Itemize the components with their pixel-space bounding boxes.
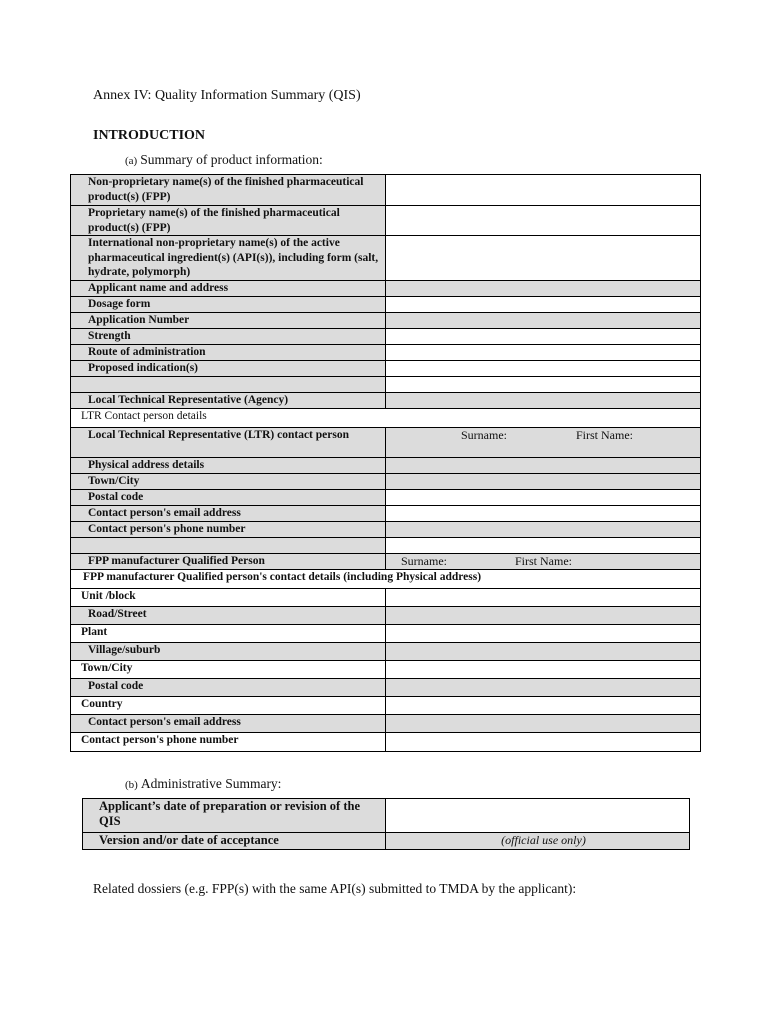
row-value-field[interactable] — [386, 733, 701, 752]
qualified-person-name-field[interactable] — [386, 554, 701, 570]
version-acceptance-field: (official use only) — [386, 833, 690, 850]
row-label: Contact person's phone number — [71, 733, 386, 752]
product-information-table — [70, 174, 701, 752]
row-value-field[interactable] — [386, 697, 701, 715]
row-label: International non-proprietary name(s) of the active pharmaceutical ingredient(s) (API(s)), including form (salt, hydrate, polymorph) — [71, 236, 386, 281]
row-label: Applicant’s date of preparation or revision of the QIS — [83, 799, 386, 833]
first-name-label: First Name: — [515, 554, 572, 568]
row-label: Local Technical Representative (LTR) contact person — [71, 428, 386, 458]
section-a-label: (a) — [125, 155, 138, 167]
row-label: Applicant name and address — [71, 281, 386, 297]
surname-label: Surname: — [461, 428, 507, 442]
row-label: FPP manufacturer Qualified Person — [71, 554, 386, 570]
surname-label: Surname: — [401, 554, 447, 568]
section-b-text: Administrative Summary: — [140, 776, 282, 791]
ltr-contact-person-name-field[interactable] — [386, 428, 701, 458]
row-value-field[interactable] — [386, 643, 701, 661]
section-heading-introduction: INTRODUCTION — [93, 128, 206, 143]
row-label: Physical address details — [71, 458, 386, 474]
row-label: Postal code — [71, 679, 386, 697]
row-label: Contact person's phone number — [71, 522, 386, 538]
row-label: Contact person's email address — [71, 506, 386, 522]
row-label: Proposed indication(s) — [71, 361, 386, 377]
row-value-field[interactable] — [386, 297, 701, 313]
row-label: Town/City — [71, 661, 386, 679]
row-label: Road/Street — [71, 607, 386, 625]
row-label: Proprietary name(s) of the finished pharmaceutical product(s) (FPP) — [71, 206, 386, 236]
row-value-field[interactable] — [386, 625, 701, 643]
row-value-field[interactable] — [386, 661, 701, 679]
row-label: Postal code — [71, 490, 386, 506]
row-value-field[interactable] — [386, 206, 701, 236]
row-label: Dosage form — [71, 297, 386, 313]
row-value-field[interactable] — [386, 607, 701, 625]
row-label: Local Technical Representative (Agency) — [71, 393, 386, 409]
row-label: Town/City — [71, 474, 386, 490]
row-label: Strength — [71, 329, 386, 345]
row-label: Contact person's email address — [71, 715, 386, 733]
date-of-preparation-field[interactable] — [386, 799, 690, 833]
related-dossiers-text: Related dossiers (e.g. FPP(s) with the same API(s) submitted to TMDA by the applicant): — [93, 881, 577, 896]
row-label: Non-proprietary name(s) of the finished pharmaceutical product(s) (FPP) — [71, 175, 386, 206]
row-label: Village/suburb — [71, 643, 386, 661]
row-value-field[interactable] — [386, 361, 701, 377]
row-label — [71, 538, 386, 554]
row-value-field[interactable] — [386, 175, 701, 206]
row-value-field[interactable] — [386, 715, 701, 733]
row-label — [71, 377, 386, 393]
row-value-field[interactable] — [386, 538, 701, 554]
row-value-field[interactable] — [386, 522, 701, 538]
row-label: LTR Contact person details — [71, 409, 701, 428]
section-b-label: (b) — [125, 779, 138, 791]
row-value-field[interactable] — [386, 506, 701, 522]
row-value-field[interactable] — [386, 313, 701, 329]
row-label: FPP manufacturer Qualified person's contact details (including Physical address) — [71, 570, 701, 589]
row-value-field[interactable] — [386, 345, 701, 361]
row-value-field[interactable] — [386, 458, 701, 474]
section-a-text: Summary of product information: — [140, 152, 323, 167]
row-value-field[interactable] — [386, 377, 701, 393]
row-value-field[interactable] — [386, 474, 701, 490]
section-b-heading — [125, 776, 281, 792]
first-name-label: First Name: — [576, 428, 633, 442]
row-label: Unit /block — [71, 589, 386, 607]
page-title: Annex IV: Quality Information Summary (QIS) — [93, 88, 361, 103]
row-label: Application Number — [71, 313, 386, 329]
section-a-heading — [125, 152, 323, 168]
row-value-field[interactable] — [386, 490, 701, 506]
row-label: Plant — [71, 625, 386, 643]
row-value-field[interactable] — [386, 329, 701, 345]
row-label: Route of administration — [71, 345, 386, 361]
administrative-summary-table — [82, 798, 690, 850]
row-label: Version and/or date of acceptance — [83, 833, 386, 850]
row-value-field[interactable] — [386, 393, 701, 409]
row-value-field[interactable] — [386, 589, 701, 607]
row-label: Country — [71, 697, 386, 715]
row-value-field[interactable] — [386, 679, 701, 697]
row-value-field[interactable] — [386, 281, 701, 297]
row-value-field[interactable] — [386, 236, 701, 281]
